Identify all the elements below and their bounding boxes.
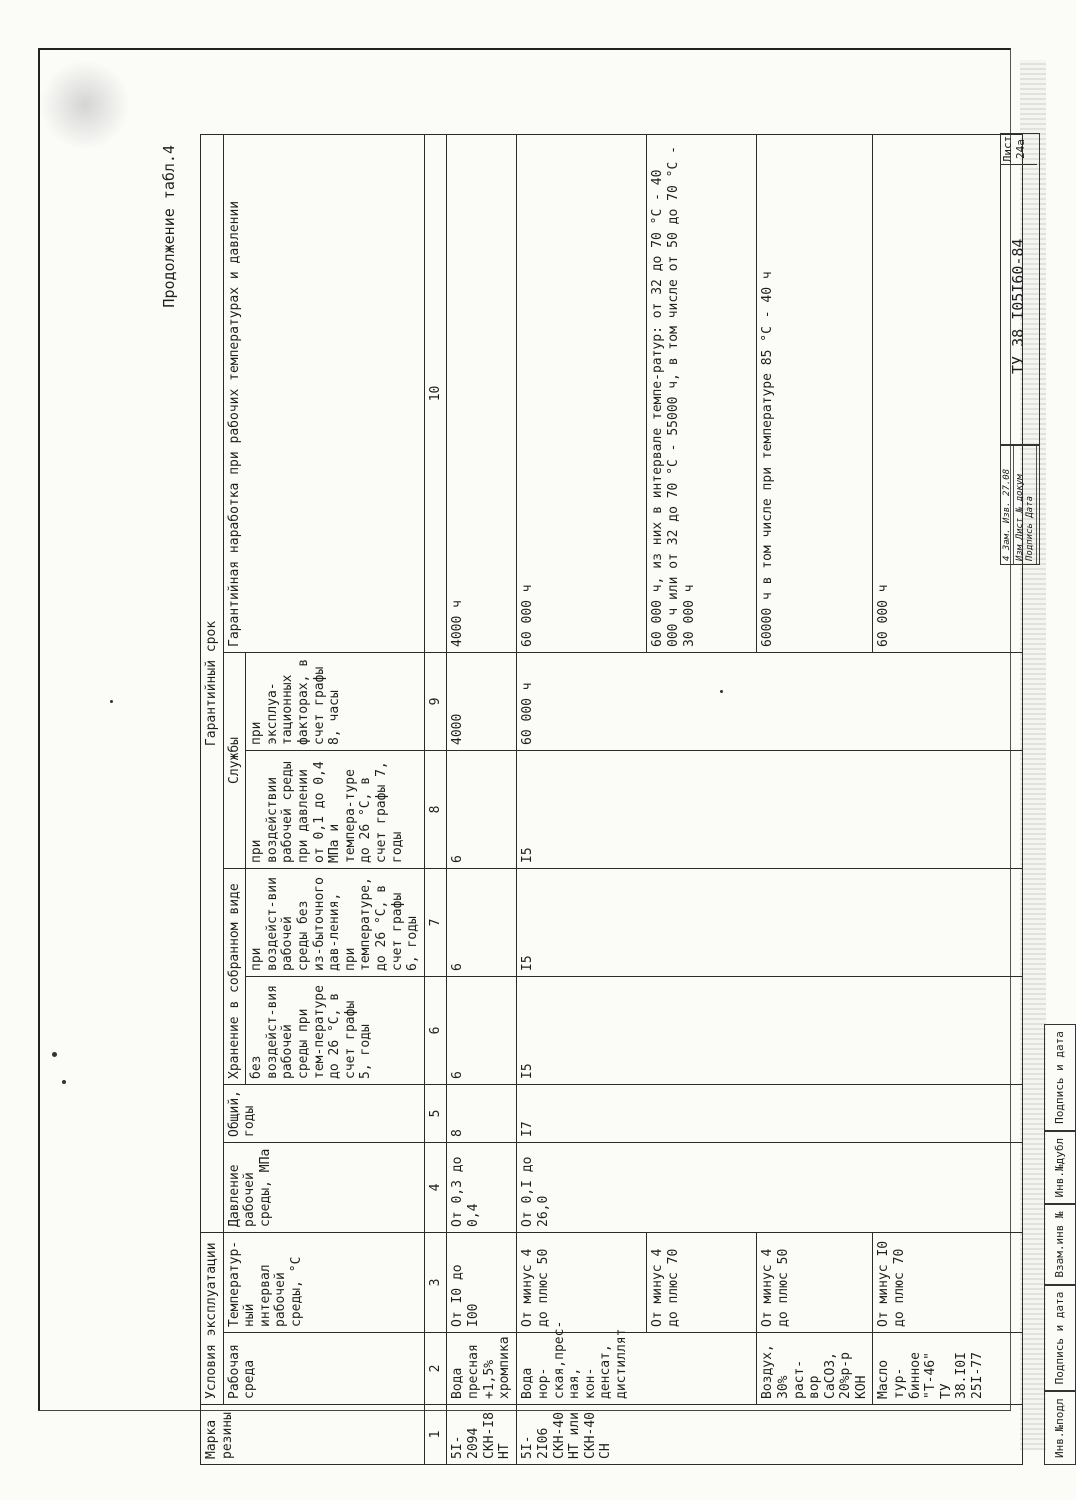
cell-runtime: 60 000 ч (517, 134, 647, 652)
colnum: 8 (424, 750, 447, 868)
sheet-number-box (1001, 134, 1037, 165)
cell-storage-1: I5 (517, 976, 1023, 1084)
revision-entry: 4 Зам. Изв. 27.08 (1001, 446, 1014, 564)
header-s4: при эксплуа-тационных факторах, в счет графы 8, часы (246, 652, 425, 750)
cell-medium: Вода нор-ская,прес-ная, кон-денсат, дистиллят (517, 1333, 757, 1405)
cell-temp: От минус 4 до плюс 50 (757, 1232, 873, 1332)
colnum: 6 (424, 976, 447, 1084)
revision-headers: Изм Лист № докум Подпись Дата (1014, 446, 1037, 564)
header-guarantee: Гарантийный срок (201, 134, 224, 1232)
sheet-number: 24а (1014, 139, 1027, 159)
header-service: Службы (223, 652, 246, 868)
cell-pressure: От 0,3 до 0,4 (447, 1142, 517, 1232)
header-mark: Марка резины (201, 1405, 425, 1465)
revision-block (1000, 445, 1040, 565)
cell-medium: Масло тур-бинное "Т-46" ТУ 38.I0I 25I-77 (873, 1333, 1023, 1405)
colnum: 10 (424, 134, 447, 652)
colnum: 3 (424, 1232, 447, 1332)
header-runtime: Гарантийная наработка при рабочих температурах и давлении (223, 134, 424, 652)
header-storage: Хранение в собранном виде (223, 868, 246, 1084)
header-total: Общий, годы (223, 1084, 424, 1142)
cell-runtime: 60 000 ч, из них в интервале темпе-ратур: от 32 до 70 °С - 40 000 ч или от 32 до 70 °С - 55000 ч, в том числе от 50 до 70 °С - 30 000 ч (647, 134, 757, 652)
cell-storage-2: I5 (517, 868, 1023, 976)
header-pressure: Давление рабочей среды, МПа (223, 1142, 424, 1232)
header-medium: Рабочая среда (223, 1333, 424, 1405)
table-row (447, 134, 517, 1464)
cell-temp: От I0 до I00 (447, 1232, 517, 1332)
side-field: Инв.№подл (1044, 1391, 1076, 1465)
rotated-table-page (160, 135, 1066, 1465)
cell-medium: Воздух, 30% раст-вор CaCO3, 20%р-р КОН (757, 1333, 873, 1405)
scan-speck (720, 690, 723, 693)
title-stamp (1000, 133, 1040, 445)
side-stamp-strip (1044, 825, 1076, 1465)
cell-runtime: 4000 ч (447, 134, 517, 652)
colnum: 2 (424, 1333, 447, 1405)
cell-service-1: 6 (447, 750, 517, 868)
colnum: 4 (424, 1142, 447, 1232)
header-s3: при воздействии рабочей среды при давлении от 0,1 до 0,4 МПа и темпера-туре до 26 °С, в счет графы 7, годы (246, 750, 425, 868)
cell-mark: 5I-2094 СКН-I8 НТ (447, 1405, 517, 1465)
cell-pressure: От 0,I до 26,0 (517, 1142, 1023, 1232)
cell-service-2: 60 000 ч (517, 652, 1023, 750)
cell-mark: 5I-2I06 СКН-40 НТ или СКН-40 СН (517, 1405, 1023, 1465)
header-temp: Температур-ный интервал рабочей среды, °С (223, 1232, 424, 1332)
scan-speck (52, 1052, 57, 1057)
table-row (517, 134, 647, 1464)
scan-speck (62, 1080, 66, 1084)
cell-storage-2: 6 (447, 868, 517, 976)
cell-temp: От минус I0 до плюс 70 (873, 1232, 1023, 1332)
colnum: 7 (424, 868, 447, 976)
colnum: 9 (424, 652, 447, 750)
cell-runtime: 60 000 ч (873, 134, 1023, 652)
cell-medium: Вода пресная +1,5% хромпика (447, 1333, 517, 1405)
document-number: ТУ 38 I05I60-84 (1009, 238, 1027, 374)
header-s2: при воздейст-вии рабочей среды без из-быточного дав-ления, при температуре, до 26 °С, в счет графы 6, годы (246, 868, 425, 976)
document-sheet (38, 48, 1066, 1459)
cell-temp: От минус 4 до плюс 70 (647, 1232, 757, 1332)
table-caption: Продолжение табл.4 (160, 145, 178, 308)
side-field: Подпись и дата (1044, 1024, 1076, 1131)
column-numbers-row (424, 134, 447, 1464)
cell-service-1: I5 (517, 750, 1023, 868)
sheet-label: Лист (1001, 135, 1014, 163)
colnum: 5 (424, 1084, 447, 1142)
cell-total: I7 (517, 1084, 1023, 1142)
header-s1: без воздейст-вия рабочей среды при тем-пературе до 26 °С, в счет графы 5, годы (246, 976, 425, 1084)
scan-speck (110, 700, 113, 703)
cell-service-2: 4000 (447, 652, 517, 750)
side-field: Подпись и дата (1044, 1285, 1076, 1392)
cell-temp: От минус 4 до плюс 50 (517, 1232, 647, 1332)
warranty-table (200, 134, 1023, 1465)
cell-runtime: 60000 ч в том числе при температуре 85 °С - 40 ч (757, 134, 873, 652)
side-field: Взам.инв № (1044, 1204, 1076, 1284)
cell-total: 8 (447, 1084, 517, 1142)
header-conditions: Условия эксплуатации (201, 1232, 224, 1404)
cell-storage-1: 6 (447, 976, 517, 1084)
side-field: Инв.№дубл (1044, 1131, 1076, 1205)
colnum: 1 (424, 1405, 447, 1465)
